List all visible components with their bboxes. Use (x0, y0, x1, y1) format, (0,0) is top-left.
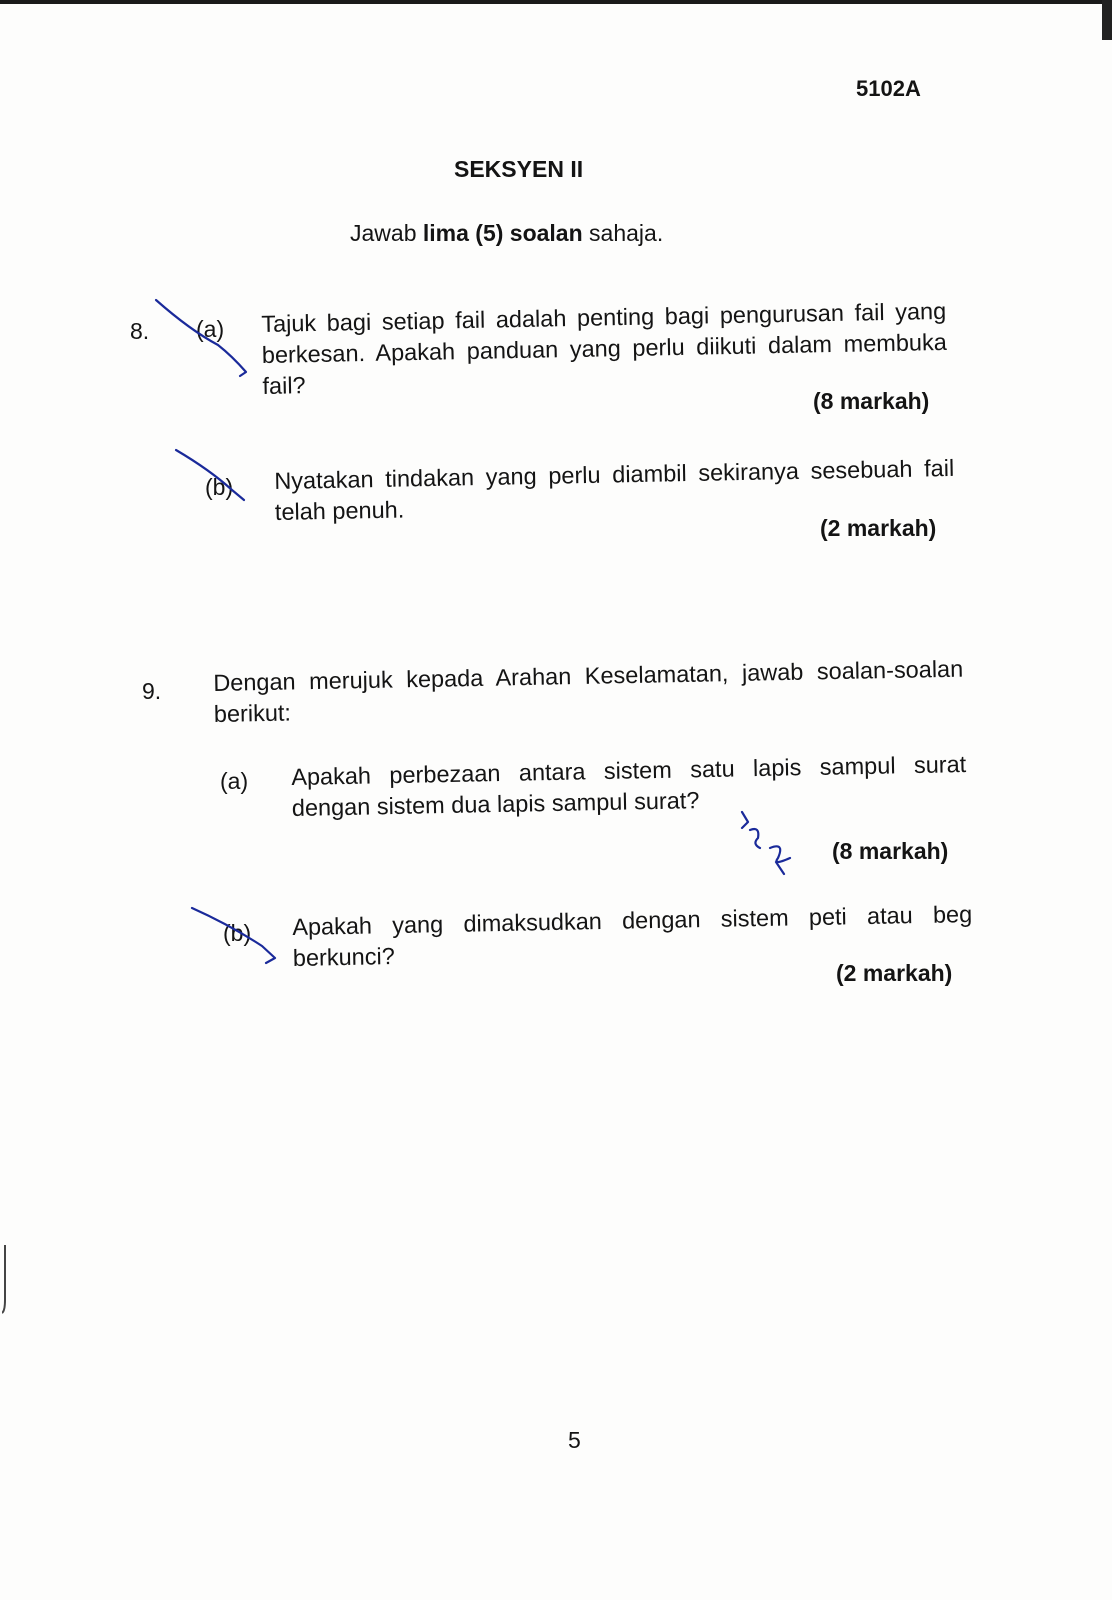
marks-label: (2 markah) (836, 960, 953, 986)
question-stem: Dengan merujuk kepada Arahan Keselamatan, jawab soalan-soalan berikut: (213, 655, 964, 727)
marks-label: (8 markah) (832, 838, 949, 864)
question-number: 9. (142, 678, 162, 704)
checkmark-8a (156, 300, 246, 376)
question-text: Nyatakan tindakan yang perlu diambil sekiranya sesebuah fail telah penuh. (274, 454, 955, 525)
instruction-post: sahaja. (582, 220, 664, 246)
section-title: SEKSYEN II (454, 156, 584, 182)
question-text: Tajuk bagi setiap fail adalah penting bagi pengurusan fail yang berkesan. Apakah panduan yang perlu diikuti dalam membuka fail? (261, 297, 948, 399)
part-label: (a) (196, 316, 225, 342)
marks-label: (8 markah) (813, 388, 930, 414)
handwritten-note-9a (742, 812, 790, 874)
checkmark-8b (176, 450, 244, 500)
instruction-pre: Jawab (350, 220, 423, 246)
part-label: (b) (205, 474, 234, 500)
question-text: Apakah yang dimaksudkan dengan sistem peti atau beg berkunci? (292, 900, 973, 971)
checkmark-9b (192, 908, 275, 963)
question-text: Apakah perbezaan antara sistem satu lapis sampul surat dengan sistem dua lapis sampul surat? (291, 751, 967, 821)
part-label: (b) (223, 920, 252, 946)
part-label: (a) (220, 768, 249, 794)
instruction-bold: lima (5) soalan (422, 220, 583, 246)
question-number: 8. (130, 318, 150, 344)
paper-code: 5102A (856, 76, 921, 101)
page-number: 5 (568, 1427, 581, 1453)
marks-label: (2 markah) (820, 515, 937, 541)
